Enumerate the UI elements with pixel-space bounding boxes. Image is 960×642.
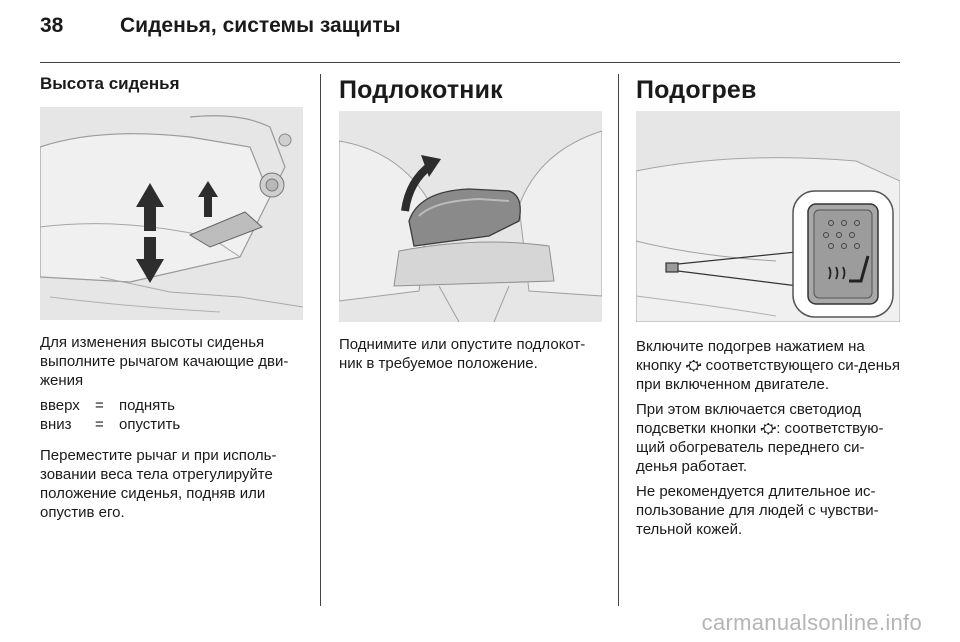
section-heading: Высота сиденья	[40, 74, 180, 93]
heating-paragraph-2: При этом включается светодиод подсветки кнопки ⛮: соответствую-щий обогреватель переднего си-денья работает.	[636, 401, 884, 475]
column-divider-2	[618, 74, 619, 606]
def-value: поднять	[119, 397, 175, 414]
definition-row	[40, 396, 305, 415]
armrest-paragraph: Поднимите или опустите подлокот-ник в требуемое положение.	[339, 336, 586, 372]
def-term: вверх	[40, 397, 80, 414]
def-equals: =	[95, 397, 104, 414]
intro-paragraph: Для изменения высоты сиденья выполните рычагом качающие дви-жения	[40, 334, 289, 389]
header-rule	[40, 62, 900, 63]
armrest-illustration	[339, 111, 602, 322]
page-header	[40, 14, 401, 38]
section-body	[40, 333, 305, 528]
section-heading: Подогрев	[636, 76, 757, 104]
seat-height-illustration	[40, 107, 303, 320]
def-equals: =	[95, 416, 104, 433]
definition-list	[40, 396, 305, 434]
def-term: вниз	[40, 416, 72, 433]
adjust-paragraph: Переместите рычаг и при исполь-зовании веса тела отрегулируйте положение сиденья, подняв или опустив его.	[40, 447, 277, 521]
section-body	[636, 337, 900, 545]
watermark: carmanualsonline.info	[701, 610, 922, 635]
definition-row	[40, 415, 305, 434]
heating-paragraph-3: Не рекомендуется длительное ис-пользование для людей с чувстви-тельной кожей.	[636, 483, 879, 538]
heating-illustration	[636, 111, 900, 322]
column-divider-1	[320, 74, 321, 606]
heating-paragraph-1: Включите подогрев нажатием на кнопку ⛮ соответствующего си-денья при включенном двигателе.	[636, 338, 900, 393]
page-title: Сиденья, системы защиты	[120, 14, 401, 37]
section-body	[339, 335, 603, 379]
section-heading: Подлокотник	[339, 76, 503, 104]
page-number: 38	[40, 14, 64, 37]
def-value: опустить	[119, 416, 181, 433]
